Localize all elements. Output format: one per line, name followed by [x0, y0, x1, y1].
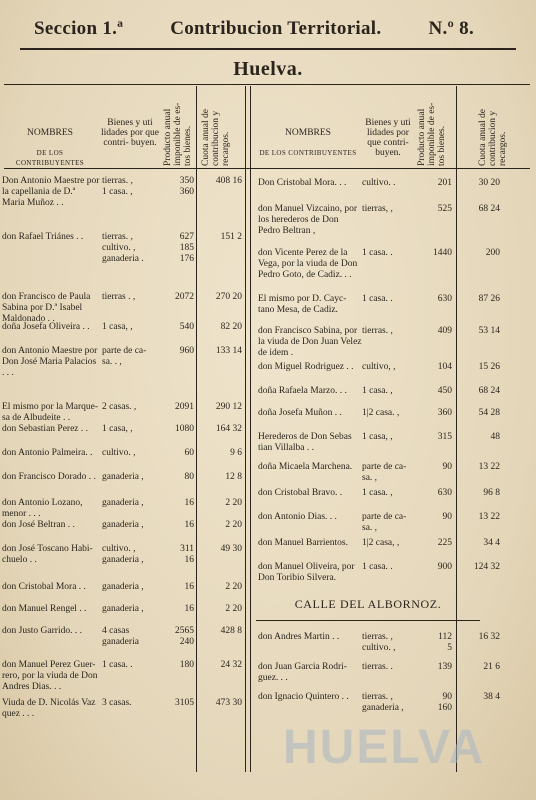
property-type: ganaderia , [102, 472, 144, 482]
property-type: 1 casa, , [102, 322, 133, 332]
contributor-name: doña Micaela Marchena. [258, 462, 353, 472]
annual-quota: 200 [485, 248, 500, 258]
property-type: tierras. , cultivo. , [362, 632, 396, 653]
contributor-name: don Cristobal Bravo. . [258, 488, 343, 498]
contributor-name: don Justo Garrido. . . [2, 626, 82, 636]
property-type: tierras. , cultivo. , ganaderia . [102, 232, 144, 264]
contributor-name: don Vicente Perez de la Vega, por la viuda de Don Pedro Goto, de Cadiz. . . [258, 248, 358, 280]
right-header-bienes: Bienes y uti lidades por que contri- buyen. [365, 118, 411, 158]
annual-product: 180 [179, 660, 194, 670]
annual-product: 3105 [175, 698, 194, 708]
property-type: 2 casas. , [102, 402, 137, 412]
annual-quota: 96 8 [483, 488, 500, 498]
annual-quota: 24 32 [220, 660, 242, 670]
property-type: tierras. , 1 casa. , [102, 176, 133, 197]
property-type: 1 casa. . [362, 562, 393, 572]
annual-product: 630 [437, 488, 452, 498]
annual-product: 112 5 [438, 632, 452, 653]
contributor-name: don Sebastian Perez . . [2, 424, 89, 434]
contributor-name: don Manuel Barrientos. [258, 538, 348, 548]
annual-quota: 68 24 [478, 204, 500, 214]
property-type: 1 casa. . [102, 660, 133, 670]
annual-product: 16 [184, 582, 194, 592]
contributor-name: don Antonio Lozano, menor . . . [2, 498, 83, 519]
annual-product: 900 [437, 562, 452, 572]
contributor-name: don Andres Martin . . [258, 632, 340, 642]
annual-quota: 68 24 [478, 386, 500, 396]
property-type: ganaderia , [102, 520, 144, 530]
contributor-name: don José Toscano Habi- chuelo . . [2, 544, 93, 565]
property-type: 1 casa. . [362, 248, 393, 258]
annual-product: 540 [179, 322, 194, 332]
annual-product: 315 [437, 432, 452, 442]
contributor-name: don José Beltran . . [2, 520, 75, 530]
annual-quota: 48 [490, 432, 500, 442]
header-rule [20, 48, 516, 50]
property-type: 1 casa, , [362, 432, 393, 442]
property-type: ganaderia , [102, 498, 144, 508]
contributor-name: don Juan Garcia Rodri- guez. . . [258, 662, 347, 683]
annual-product: 16 [184, 604, 194, 614]
annual-product: 450 [437, 386, 452, 396]
annual-quota: 87 26 [478, 294, 500, 304]
annual-product: 350 360 [179, 176, 194, 197]
annual-quota: 133 14 [215, 346, 242, 356]
section-number: Seccion 1.ª [34, 18, 124, 39]
contributor-name: don Manuel Vizcaino, por los herederos de Don Pedro Beltran , [258, 204, 357, 236]
annual-quota: 15 26 [478, 362, 500, 372]
annual-quota: 54 28 [478, 408, 500, 418]
right-header-nombres: NOMBRES DE LOS CONTRIBUYENTES [259, 128, 357, 157]
contributor-name: don Rafael Triánes . . [2, 232, 84, 242]
annual-quota: 53 14 [478, 326, 500, 336]
contributor-name: don Manuel Perez Guer- rero, por la viuda de Don Andres Dias. . . [2, 660, 98, 692]
property-type: 3 casas. [102, 698, 132, 708]
annual-product: 311 16 [180, 544, 194, 565]
watermark: HUELVA [283, 721, 486, 774]
property-type: tierras. , [362, 326, 393, 336]
annual-quota: 164 32 [215, 424, 242, 434]
annual-product: 201 [437, 178, 452, 188]
annual-product: 2072 [175, 292, 194, 302]
property-type: parte de ca- sa. . , [102, 346, 147, 367]
annual-product: 90 [442, 512, 452, 522]
property-type: parte de ca- sa. , [362, 462, 407, 483]
contributor-name: don Manuel Rengel . . [2, 604, 87, 614]
contributor-name: don Miguel Rodriguez . . [258, 362, 354, 372]
right-header-producto-a: Producto anual imponible de es- tos bienes. [417, 102, 447, 166]
contributor-name: don Antonio Maestre por Don José Maria Palacios . . . [2, 346, 98, 378]
right-divider [456, 86, 457, 772]
annual-quota: 2 20 [225, 582, 242, 592]
left-header-producto: Producto anual imponible de es- tos bienes. [163, 102, 193, 166]
annual-product: 960 [179, 346, 194, 356]
contributor-name: don Francisco Sabina, por la viuda de Don Juan Velez de idem . [258, 326, 362, 358]
annual-quota: 9 6 [230, 448, 242, 458]
property-type: cultivo. , [102, 448, 136, 458]
annual-quota: 38 4 [483, 692, 500, 702]
contributor-name: Don Antonio Maestre por la capellania de D.ª Maria Muñoz . . [2, 176, 100, 208]
contributor-name: don Francisco Dorado . . [2, 472, 96, 482]
annual-product: 1440 [433, 248, 452, 258]
contributor-name: don Cristobal Mora . . [2, 582, 86, 592]
property-type: ganaderia , [102, 582, 144, 592]
annual-product: 630 [437, 294, 452, 304]
annual-quota: 428 8 [220, 626, 242, 636]
property-type: tierras . , [102, 292, 136, 302]
annual-product: 90 [442, 462, 452, 472]
annual-quota: 270 20 [215, 292, 242, 302]
annual-quota: 151 2 [220, 232, 242, 242]
contributor-name: El mismo por D. Cayc- tano Mesa, de Cadiz. [258, 294, 347, 315]
contributor-name: doña Rafaela Marzo. . . [258, 386, 347, 396]
contributor-name: El mismo por la Marque- sa de Albudeite . . [2, 402, 99, 423]
contributor-name: doña Josefa Muñon . . [258, 408, 342, 418]
annual-quota: 49 30 [220, 544, 242, 554]
section-heading: CALLE DEL ALBORNOZ. [294, 597, 442, 611]
property-type: cultivo. . [362, 178, 396, 188]
annual-product: 1080 [175, 424, 194, 434]
annual-quota: 2 20 [225, 498, 242, 508]
annual-product: 80 [184, 472, 194, 482]
annual-quota: 16 32 [478, 632, 500, 642]
contributor-name: don Ignacio Quintero . . [258, 692, 349, 702]
annual-quota: 290 12 [215, 402, 242, 412]
page-title: Contribucion Territorial. [170, 18, 382, 39]
left-header-nombres: NOMBRES DE LOS CONTRIBUYENTES [15, 128, 85, 167]
contributor-name: Don Cristobal Mora. . . [258, 178, 347, 188]
annual-product: 60 [184, 448, 194, 458]
annual-product: 360 [437, 408, 452, 418]
annual-quota: 473 30 [215, 698, 242, 708]
annual-product: 90 160 [437, 692, 452, 713]
property-type: 1 casa. . [362, 294, 393, 304]
property-type: 1 casa. , [362, 488, 393, 498]
place-title: Huelva. [233, 58, 303, 80]
top-rule [4, 84, 530, 85]
property-type: cultivo. , ganaderia , [102, 544, 144, 565]
left-header-cuota: Cuota anual de contribucion y recargos. [201, 109, 231, 166]
contributor-name: don Francisco de Paula Sabina por D.ª Isabel Maldonado . . [2, 292, 91, 324]
annual-quota: 13 22 [478, 512, 500, 522]
property-type: cultivo, , [362, 362, 396, 372]
sheet-number: N.º 8. [428, 18, 474, 39]
property-type: 1 casa. , [362, 386, 393, 396]
annual-product: 409 [437, 326, 452, 336]
annual-product: 2565 240 [175, 626, 194, 647]
annual-product: 16 [184, 498, 194, 508]
property-type: tierras, , [362, 204, 393, 214]
annual-quota: 13 22 [478, 462, 500, 472]
section-rule [256, 620, 480, 621]
annual-product: 104 [437, 362, 452, 372]
annual-product: 627 185 176 [179, 232, 194, 264]
contributor-name: don Antonio Dias. . . [258, 512, 337, 522]
annual-product: 139 [437, 662, 452, 672]
annual-quota: 21 6 [483, 662, 500, 672]
contributor-name: Viuda de D. Nicolás Vaz quez . . . [2, 698, 96, 719]
annual-quota: 2 20 [225, 604, 242, 614]
property-type: 1 casa, , [102, 424, 133, 434]
annual-quota: 12 8 [225, 472, 242, 482]
annual-quota: 408 16 [215, 176, 242, 186]
contributor-name: doña Josefa Oliveira . . [2, 322, 90, 332]
left-divider [196, 86, 197, 772]
annual-quota: 34 4 [483, 538, 500, 548]
annual-product: 225 [437, 538, 452, 548]
property-type: parte de ca- sa. , [362, 512, 407, 533]
property-type: 1|2 casa, , [362, 538, 400, 548]
annual-quota: 124 32 [473, 562, 500, 572]
annual-product: 2091 [175, 402, 194, 412]
property-type: 1|2 casa. , [362, 408, 400, 418]
property-type: tierras. . [362, 662, 393, 672]
header-bottom-rule [4, 168, 530, 169]
annual-quota: 2 20 [225, 520, 242, 530]
property-type: 4 casas ganaderia [102, 626, 139, 647]
contributor-name: don Manuel Oliveira, por Don Toribio Silvera. [258, 562, 355, 583]
left-header-bienes: Bienes y uti lidades por que contri- buyen. [100, 118, 160, 148]
page-header [34, 18, 474, 48]
right-header-cuota: Cuota anual de contribucion y recargos. [478, 109, 508, 166]
annual-product: 525 [437, 204, 452, 214]
center-double-rule [245, 86, 251, 772]
contributor-name: don Antonio Palmeira. . [2, 448, 93, 458]
contributor-name: Herederos de Don Sebas tian Villalba . . [258, 432, 352, 453]
property-type: ganaderia , [102, 604, 144, 614]
annual-product: 16 [184, 520, 194, 530]
property-type: tierras. , ganaderia , [362, 692, 404, 713]
annual-quota: 30 20 [478, 178, 500, 188]
annual-quota: 82 20 [220, 322, 242, 332]
